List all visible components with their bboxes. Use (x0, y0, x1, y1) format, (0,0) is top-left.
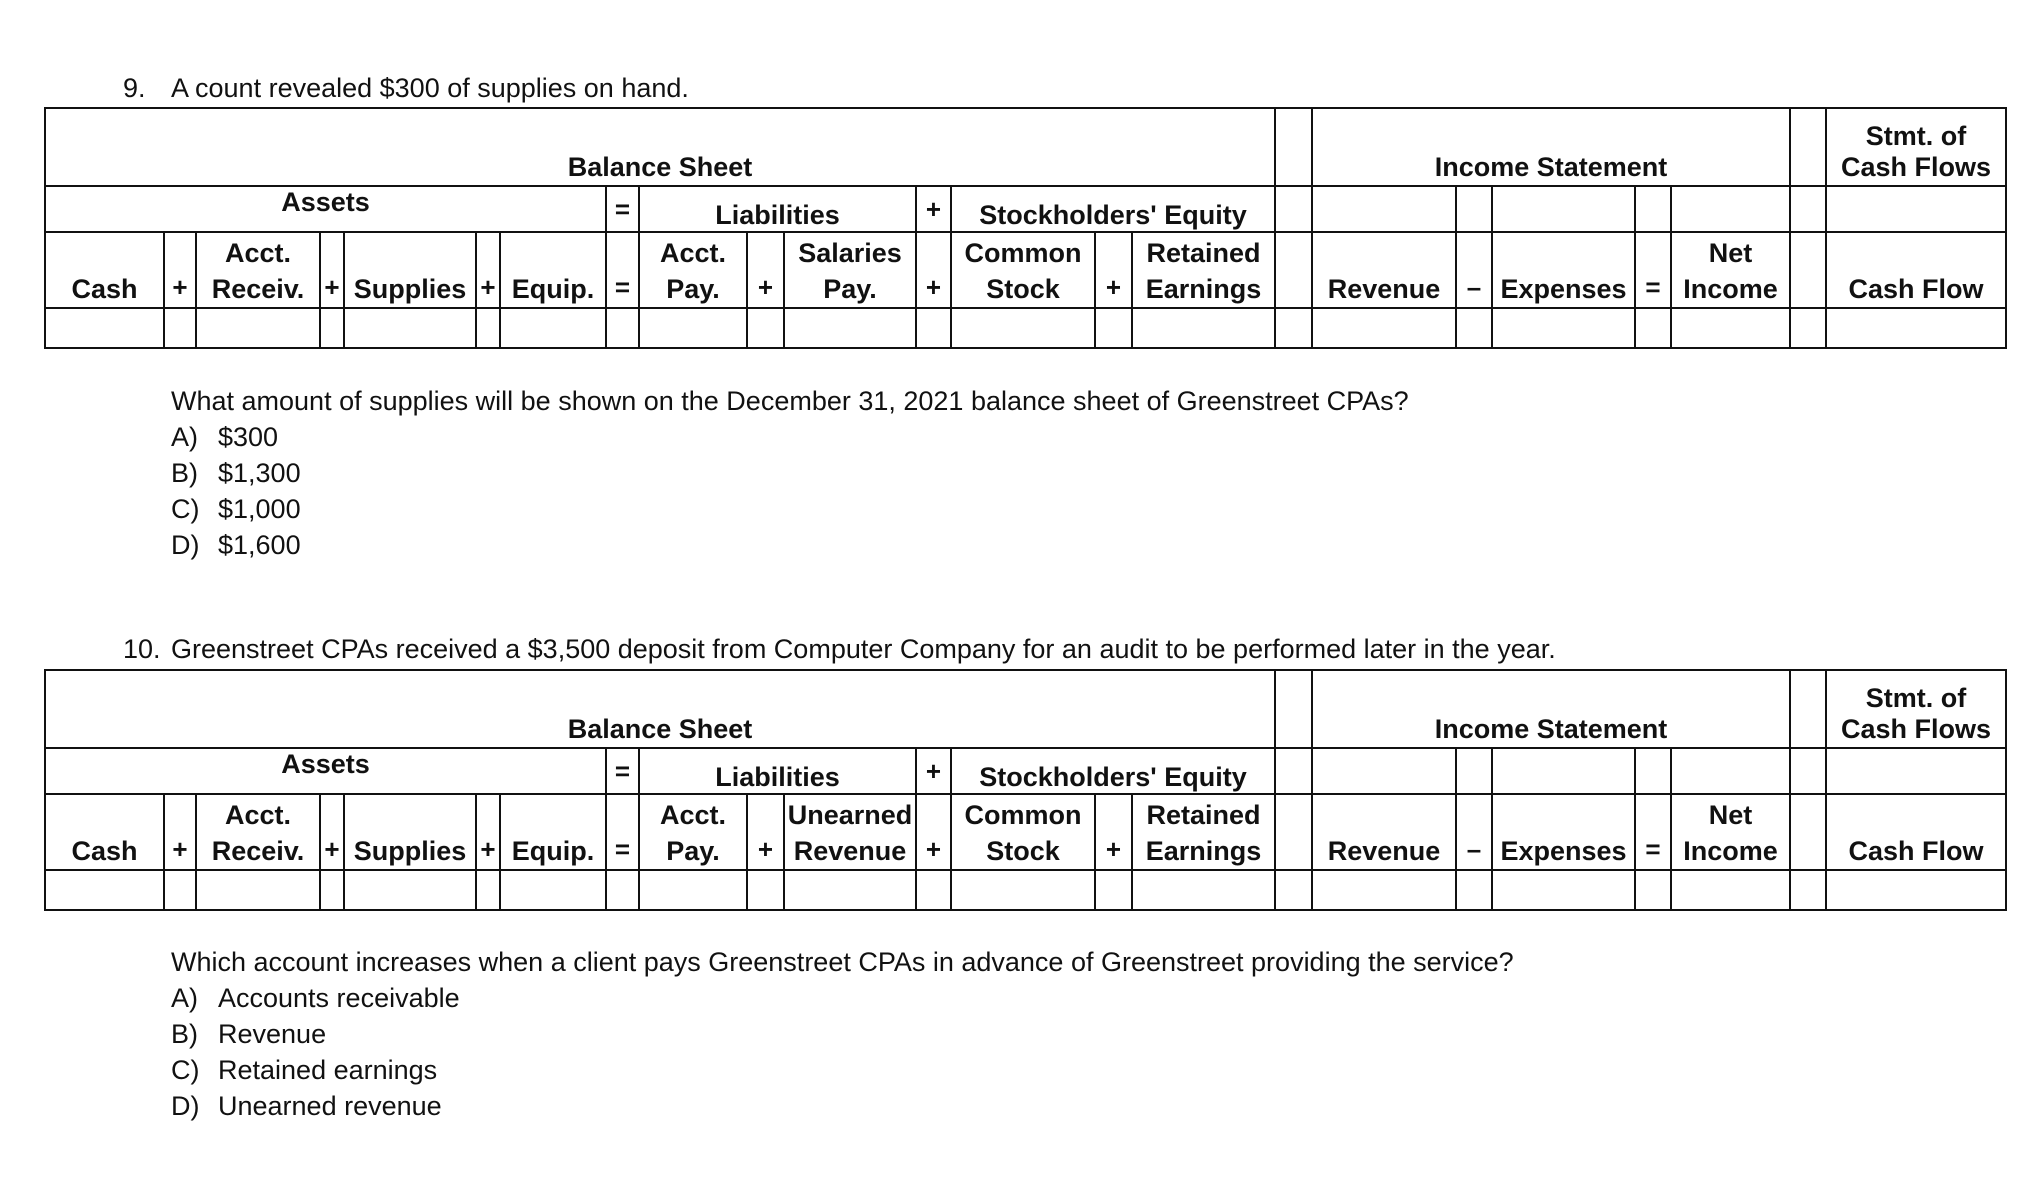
choice-b: B) Revenue (171, 1019, 327, 1049)
plus-sign: + (1095, 232, 1132, 308)
plus-sign: + (320, 794, 344, 870)
choice-b: B) $1,300 (171, 458, 301, 488)
plus-sign: + (916, 186, 951, 232)
problem-number: 9. (123, 73, 146, 103)
plus-sign: + (916, 232, 951, 308)
col-acct-receiv: Acct. Receiv. (196, 794, 320, 870)
question-text: What amount of supplies will be shown on the December 31, 2021 balance sheet of Greenstreet CPAs? (171, 386, 1409, 416)
liabilities-header: Liabilities (639, 186, 916, 232)
plus-sign: + (1095, 794, 1132, 870)
assets-header: Assets (45, 186, 606, 232)
col-common-stock: Common Stock (951, 232, 1095, 308)
col-unearned-revenue: Unearned Revenue (784, 794, 916, 870)
problem-statement: A count revealed $300 of supplies on hand. (171, 73, 689, 103)
col-acct-pay: Acct. Pay. (639, 794, 747, 870)
col-cash-flow: Cash Flow (1826, 794, 2006, 870)
col-supplies: Supplies (344, 232, 476, 308)
entry-row (45, 870, 2006, 910)
col-cash-flow: Cash Flow (1826, 232, 2006, 308)
equals-sign: = (1635, 794, 1671, 870)
plus-sign: + (320, 232, 344, 308)
choice-a: A) $300 (171, 422, 279, 452)
equity-header: Stockholders' Equity (951, 186, 1275, 232)
col-supplies: Supplies (344, 794, 476, 870)
cash-flows-header: Stmt. of Cash Flows (1826, 670, 2006, 748)
plus-sign: + (476, 794, 500, 870)
assets-header: Assets (45, 748, 606, 794)
plus-sign: + (916, 748, 951, 794)
problem-title (123, 634, 1556, 665)
entry-row (45, 308, 2006, 348)
col-equip: Equip. (500, 794, 606, 870)
equals-sign: = (606, 186, 639, 232)
plus-sign: + (164, 794, 196, 870)
liabilities-header: Liabilities (639, 748, 916, 794)
minus-sign: – (1456, 232, 1492, 308)
choice-d: D) Unearned revenue (171, 1091, 442, 1121)
col-revenue: Revenue (1312, 794, 1456, 870)
income-statement-header: Income Statement (1312, 108, 1790, 186)
col-retained-earnings: Retained Earnings (1132, 232, 1275, 308)
choice-d: D) $1,600 (171, 530, 301, 560)
equals-sign: = (606, 232, 639, 308)
col-common-stock: Common Stock (951, 794, 1095, 870)
problem-number: 10. (123, 634, 161, 664)
cash-flows-header: Stmt. of Cash Flows (1826, 108, 2006, 186)
col-expenses: Expenses (1492, 232, 1635, 308)
col-cash: Cash (45, 232, 164, 308)
choice-c: C) $1,000 (171, 494, 301, 524)
plus-sign: + (747, 232, 784, 308)
plus-sign: + (476, 232, 500, 308)
income-statement-header: Income Statement (1312, 670, 1790, 748)
col-acct-pay: Acct. Pay. (639, 232, 747, 308)
equals-sign: = (606, 748, 639, 794)
col-net-income: Net Income (1671, 794, 1790, 870)
plus-sign: + (164, 232, 196, 308)
equity-header: Stockholders' Equity (951, 748, 1275, 794)
minus-sign: – (1456, 794, 1492, 870)
col-net-income: Net Income (1671, 232, 1790, 308)
balance-sheet-header: Balance Sheet (45, 670, 1275, 748)
question-block (171, 944, 1514, 1124)
question-text: Which account increases when a client pays Greenstreet CPAs in advance of Greenstreet providing the service? (171, 947, 1514, 977)
problem-title (123, 73, 689, 104)
equals-sign: = (1635, 232, 1671, 308)
col-acct-receiv: Acct. Receiv. (196, 232, 320, 308)
col-expenses: Expenses (1492, 794, 1635, 870)
col-revenue: Revenue (1312, 232, 1456, 308)
choice-c: C) Retained earnings (171, 1055, 438, 1085)
balance-sheet-header: Balance Sheet (45, 108, 1275, 186)
equals-sign: = (606, 794, 639, 870)
question-block (171, 383, 1409, 563)
col-salaries-pay: Salaries Pay. (784, 232, 916, 308)
col-retained-earnings: Retained Earnings (1132, 794, 1275, 870)
choice-a: A) Accounts receivable (171, 983, 460, 1013)
accounting-equation-table (44, 107, 2007, 349)
problem-statement: Greenstreet CPAs received a $3,500 deposit from Computer Company for an audit to be performed later in the year. (171, 634, 1556, 664)
col-cash: Cash (45, 794, 164, 870)
accounting-equation-table (44, 669, 2007, 911)
plus-sign: + (916, 794, 951, 870)
col-equip: Equip. (500, 232, 606, 308)
plus-sign: + (747, 794, 784, 870)
